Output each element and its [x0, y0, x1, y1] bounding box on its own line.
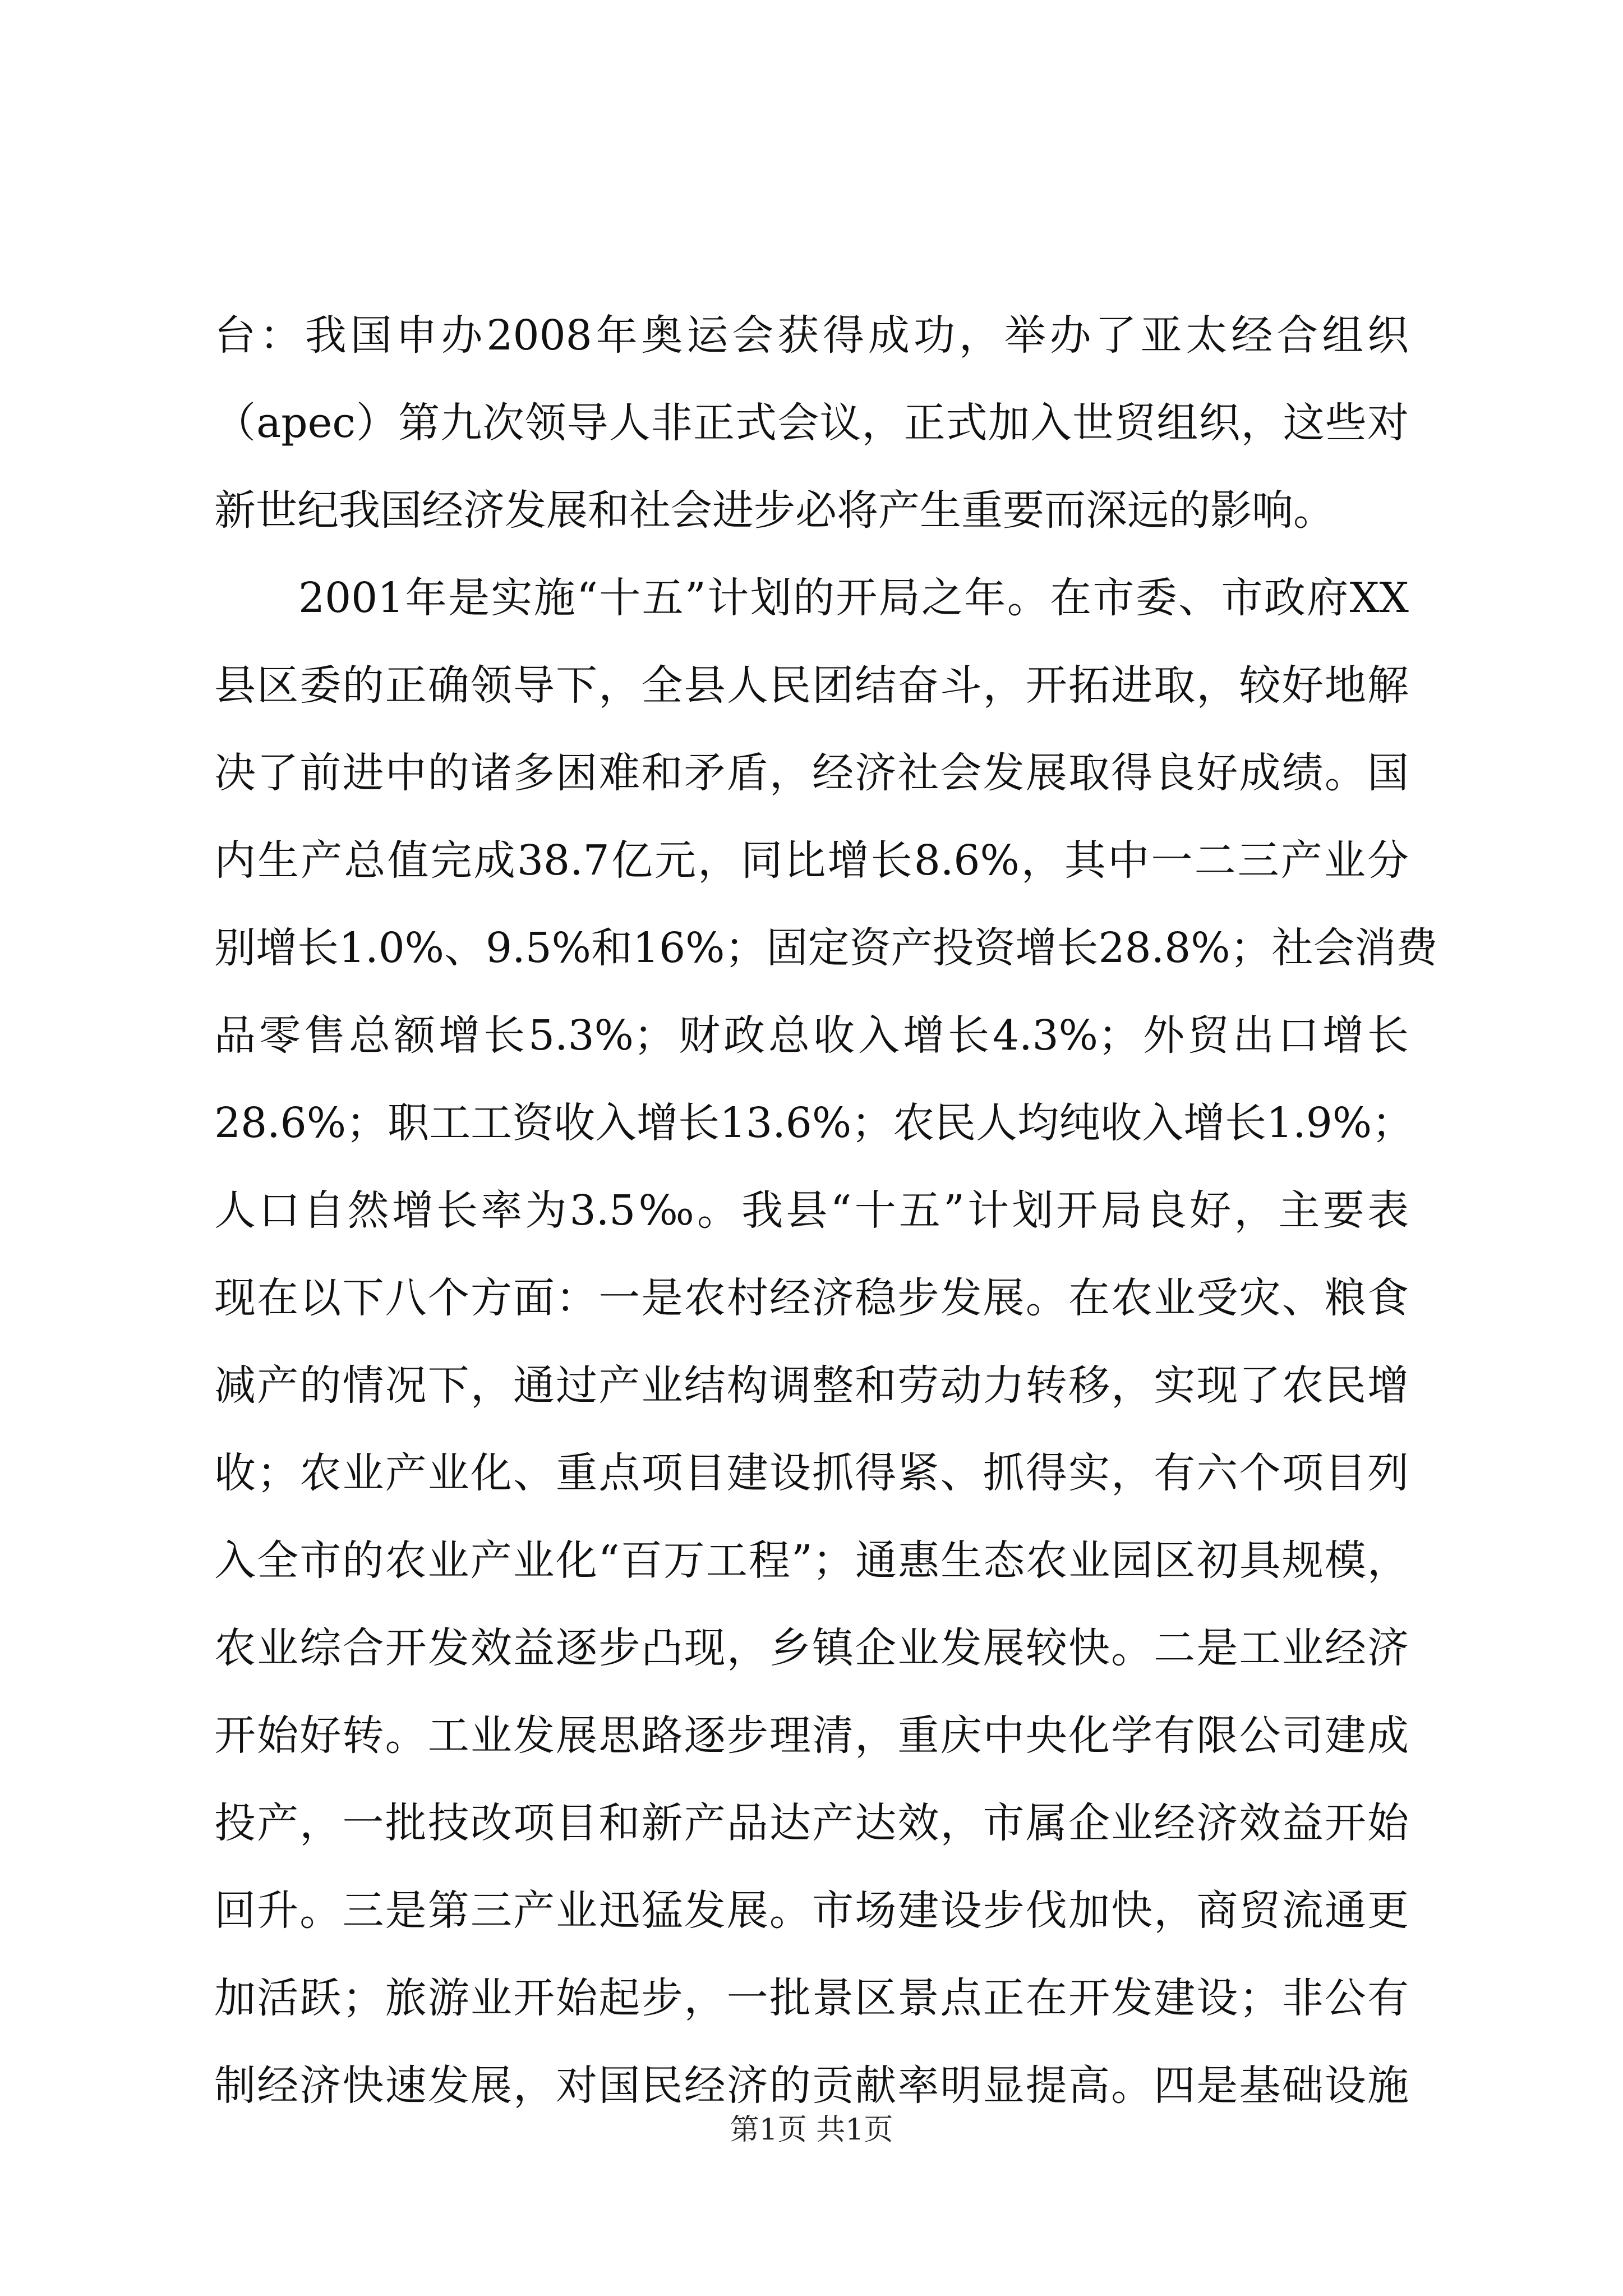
text-line: 投产，一批技改项目和新产品达产达效，市属企业经济效益开始 — [214, 1799, 1409, 1847]
text-line: 减产的情况下，通过产业结构调整和劳动力转移，实现了农民增 — [214, 1361, 1409, 1410]
text-line: 制经济快速发展，对国民经济的贡献率明显提高。四是基础设施 — [214, 2062, 1409, 2110]
document-body — [214, 292, 1438, 2129]
text-line: 台：我国申办2008年奥运会获得成功，举办了亚太经合组织 — [214, 311, 1409, 360]
text-line: 28.6%；职工工资收入增长13.6%；农民人均纯收入增长1.9%； — [214, 1099, 1414, 1147]
page-number: 第1页 共1页 — [730, 2113, 893, 2147]
text-line: （apec）第九次领导人非正式会议，正式加入世贸组织，这些对 — [214, 399, 1409, 447]
text-line: 内生产总值完成38.7亿元，同比增长8.6%，其中一二三产业分 — [214, 836, 1409, 885]
text-line: 品零售总额增长5.3%；财政总收入增长4.3%；外贸出口增长 — [214, 1011, 1409, 1060]
text-line: 别增长1.0%、9.5%和16%；固定资产投资增长28.8%；社会消费 — [214, 924, 1438, 972]
text-line: 加活跃；旅游业开始起步，一批景区景点正在开发建设；非公有 — [214, 1974, 1409, 2022]
text-line: 入全市的农业产业化“百万工程”；通惠生态农业园区初具规模， — [214, 1536, 1409, 1585]
paragraph-first-line: 2001年是实施“十五”计划的开局之年。在市委、市政府XX — [298, 574, 1409, 622]
text-line: 回升。三是第三产业迅猛发展。市场建设步伐加快，商贸流通更 — [214, 1887, 1409, 1935]
text-line: 收；农业产业化、重点项目建设抓得紧、抓得实，有六个项目列 — [214, 1449, 1409, 1497]
text-line: 现在以下八个方面：一是农村经济稳步发展。在农业受灾、粮食 — [214, 1274, 1409, 1322]
text-line: 人口自然增长率为3.5‰。我县“十五”计划开局良好，主要表 — [214, 1186, 1409, 1235]
page-footer — [0, 2110, 1623, 2150]
text-line: 县区委的正确领导下，全县人民团结奋斗，开拓进取，较好地解 — [214, 661, 1409, 710]
text-line: 开始好转。工业发展思路逐步理清，重庆中央化学有限公司建成 — [214, 1711, 1409, 1760]
text-line: 新世纪我国经济发展和社会进步必将产生重要而深远的影响。 — [214, 486, 1335, 535]
text-line: 农业综合开发效益逐步凸现，乡镇企业发展较快。二是工业经济 — [214, 1624, 1409, 1672]
text-line: 决了前进中的诸多困难和矛盾，经济社会发展取得良好成绩。国 — [214, 749, 1409, 797]
